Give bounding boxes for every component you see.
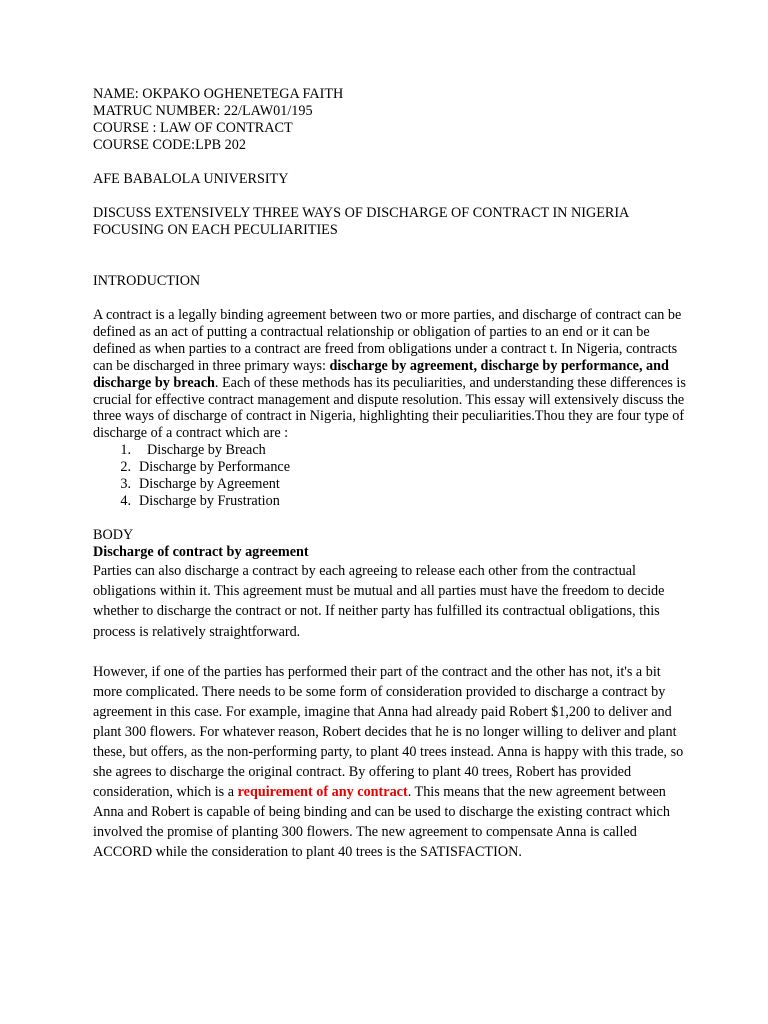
body-heading: BODY — [93, 527, 134, 544]
intro-bold-text: discharge by agreement, discharge by performance, and discharge by breach — [93, 357, 669, 391]
university-name: AFE BABALOLA UNIVERSITY — [93, 171, 289, 187]
student-name: NAME: OKPAKO OGHENETEGA FAITH — [93, 86, 344, 102]
body-subheading: Discharge of contract by agreement — [93, 544, 309, 561]
course-name: COURSE : LAW OF CONTRACT — [93, 120, 293, 136]
list-item: 2. Discharge by Performance — [120, 459, 291, 476]
list-item: 3. Discharge by Agreement — [120, 476, 280, 493]
list-item: 4. Discharge by Frustration — [120, 493, 280, 510]
discharge-types-list — [93, 442, 688, 510]
matric-number: MATRUC NUMBER: 22/LAW01/195 — [93, 103, 313, 119]
list-item: 1. Discharge by Breach — [120, 442, 266, 459]
body-paragraph-1: Parties can also discharge a contract by each agreeing to release each other from the contractual obligations within it. This agreement must be mutual and all parties must have the freedom to decide whether to discharge the contract or not. If neither party has fulfilled its contractual obligations, this process is relatively straightforward. — [93, 563, 665, 640]
body-paragraph-2: However, if one of the parties has performed their part of the contract and the other has not, it's a bit more complicated. There needs to be some form of consideration provided to discharge a contract by agreement in this case. For example, imagine that Anna had already paid Robert $1,200 to deliver and plant 300 flowers. For whatever reason, Robert decides that he is no longer willing to deliver and plant these, but offers, as the non-performing party, to plant 40 trees instead. Anna is happy with this trade, so she agrees to discharge the original contract. By offering to plant 40 trees, Robert has provided consideration, which is a requirement of any contract. This means that the new agreement between Anna and Robert is capable of being binding and can be used to discharge the existing contract which involved the promise of planting 300 flowers. The new agreement to compensate Anna is called ACCORD while the consideration to plant 40 trees is the SATISFACTION. — [93, 663, 684, 861]
course-code: COURSE CODE:LPB 202 — [93, 137, 246, 153]
introduction-heading: INTRODUCTION — [93, 273, 201, 289]
requirement-link[interactable]: requirement of any contract — [237, 784, 408, 801]
intro-text-part-2: . Each of these methods has its peculiarities, and understanding these differences is crucial for effective contract management and dispute resolution. This essay will extensively discuss the three ways of discharge of contract in Nigeria, highlighting their peculiarities.Thou they are four type of discharge of a contract which are : — [93, 374, 686, 442]
intro-text-part-1: A contract is a legally binding agreement between two or more parties, and discharge of contract can be defined as an act of putting a contractual relationship or obligation of parties to an end or it can be defined as when parties to a contract are freed from obligations under a contract t. In Nigeria, contracts can be discharged in three primary ways: — [93, 307, 682, 374]
question-title: DISCUSS EXTENSIVELY THREE WAYS OF DISCHARGE OF CONTRACT IN NIGERIA FOCUSING ON EACH PECULIARITIES — [93, 205, 629, 238]
introduction-paragraph — [93, 307, 688, 442]
